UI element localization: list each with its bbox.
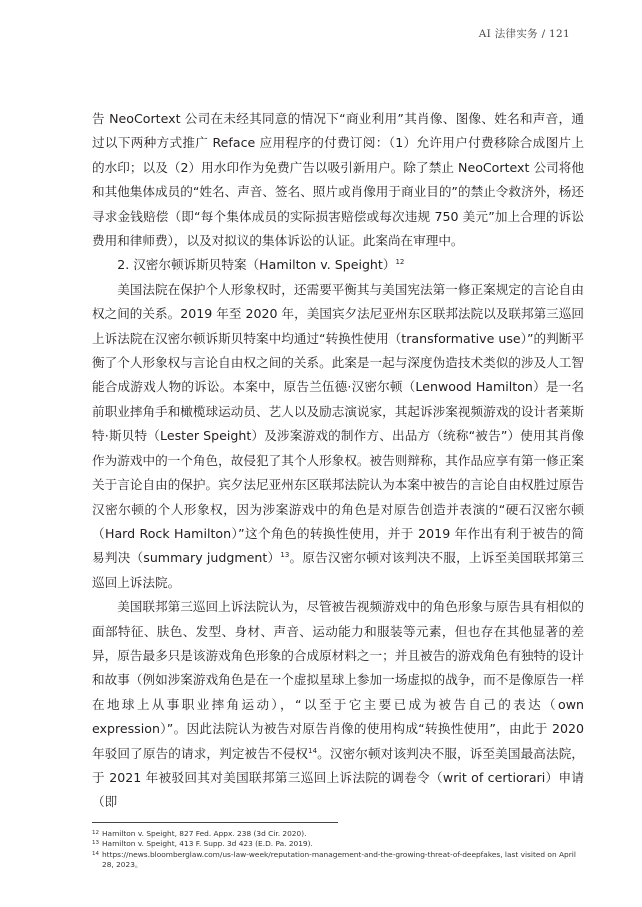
section-heading xyxy=(92,253,584,277)
paragraph-case-background-text: 美国法院在保护个人形象权时，还需要平衡其与美国宪法第一修正案规定的言论自由权之间的关系。2019 年至 2020 年，美国宾夕法尼亚州东区联邦法院以及联邦第三巡回上诉法院在汉密尔顿诉斯贝特案中均通过“转换性使用（transformative use）”的判断平衡了个人形象权与言论自由权之间的关系。此案是一起与深度伪造技术类似的涉及人工智能合成游戏人物的诉讼。本案中，原告兰伍德·汉密尔顿（Lenwood Hamilton）是一名前职业摔角手和橄榄球运动员、艺人以及励志演说家，其起诉涉案视频游戏的设计者莱斯特·斯贝特（Lester Speight）及涉案游戏的制作方、出品方（统称“被告”）使用其肖像作为游戏中的一个角色，故侵犯了其个人形象权。被告则辩称，其作品应享有第一修正案关于言论自由的保护。宾夕法尼亚州东区联邦法院认为本案中被告的言论自由权胜过原告汉密尔顿的个人形象权，因为涉案游戏中的角色是对原告创造并表演的“硬石汉密尔顿（Hard Rock Hamilton）”这个角色的转换性使用，并于 2019 年作出有利于被告的简易判决（summary judgment） xyxy=(92,281,584,566)
footnote-ref-14[interactable]: 14 xyxy=(308,746,318,755)
footnotes xyxy=(92,829,586,871)
footnote-text: Hamilton v. Speight, 413 F. Supp. 3d 423 (E.D. Pa. 2019). xyxy=(102,839,313,849)
paragraph-appeal-tail: 。汉密尔顿对该判决不服，诉至美国最高法院，于 2021 年被驳回其对美国联邦第三巡回上诉法院的调卷令（writ of certiorari）申请（即 xyxy=(92,745,585,810)
footnote-ref-12[interactable]: 12 xyxy=(395,258,405,267)
footnote-ref-13[interactable]: 13 xyxy=(280,551,290,560)
paragraph-case-background-tail: 。原告汉密尔顿对该判决不服，上诉至美国联邦第三巡回上诉法院。 xyxy=(92,550,585,590)
footnote-13 xyxy=(92,839,586,849)
paragraph-continued: 告 NeoCortext 公司在未经其同意的情况下“商业利用”其肖像、图像、姓名和声音，通过以下两种方式推广 Reface 应用程序的付费订阅：（1）允许用户付费移除合成图片上的水印；以及（2）用水印作为免费广告以吸引新用户。除了禁止 NeoCortext 公司将他和其他集体成员的“姓名、声音、签名、照片或肖像用于商业目的”的禁止令救济外，杨还寻求金钱赔偿（即“每个集体成员的实际损害赔偿或每次违规 750 美元”加上合理的诉讼费用和律师费），以及对拟议的集体诉讼的认证。此案尚在审理中。 xyxy=(92,111,584,249)
main-text xyxy=(92,107,584,815)
footnote-number: 13 xyxy=(92,840,99,847)
footnote-divider xyxy=(92,822,338,823)
footnote-number: 12 xyxy=(92,830,99,836)
footnote-link[interactable]: https://news.bloomberglaw.com/us-law-week/reputation-management-and-the-growing-threat-of-deepfakes, last visited on April 28, 2023。 xyxy=(102,849,576,870)
paragraph-appeal-text: 美国联邦第三巡回上诉法院认为，尽管被告视频游戏中的角色形象与原告具有相似的面部特征、肤色、发型、身材、声音、运动能力和服装等元素，但也存在其他显著的差异，原告最多只是该游戏角色形象的合成原材料之一；并且被告的游戏角色有独特的设计和故事（例如涉案游戏角色是在一个虚拟星球上参加一场虚拟的战争，而不是像原告一样在地球上从事职业摔角运动），“以至于它主要已成为被告自己的表达（own expression）”。因此法院认为被告对原告肖像的使用构成“转换性使用”，由此于 2020 年驳回了原告的请求，判定被告不侵权 xyxy=(92,599,584,761)
footnote-14 xyxy=(92,850,586,871)
section-heading-text: 2. 汉密尔顿诉斯贝特案（Hamilton v. Speight） xyxy=(117,257,396,273)
running-header: AI 法律实务 / 121 xyxy=(478,28,570,40)
footnote-number: 14 xyxy=(92,850,99,857)
footnote-text: Hamilton v. Speight, 827 Fed. Appx. 238 (3d Cir. 2020). xyxy=(102,829,307,838)
paragraph-appeal xyxy=(92,595,584,815)
footnote-12 xyxy=(92,829,586,839)
paragraph-case-background xyxy=(92,278,584,595)
